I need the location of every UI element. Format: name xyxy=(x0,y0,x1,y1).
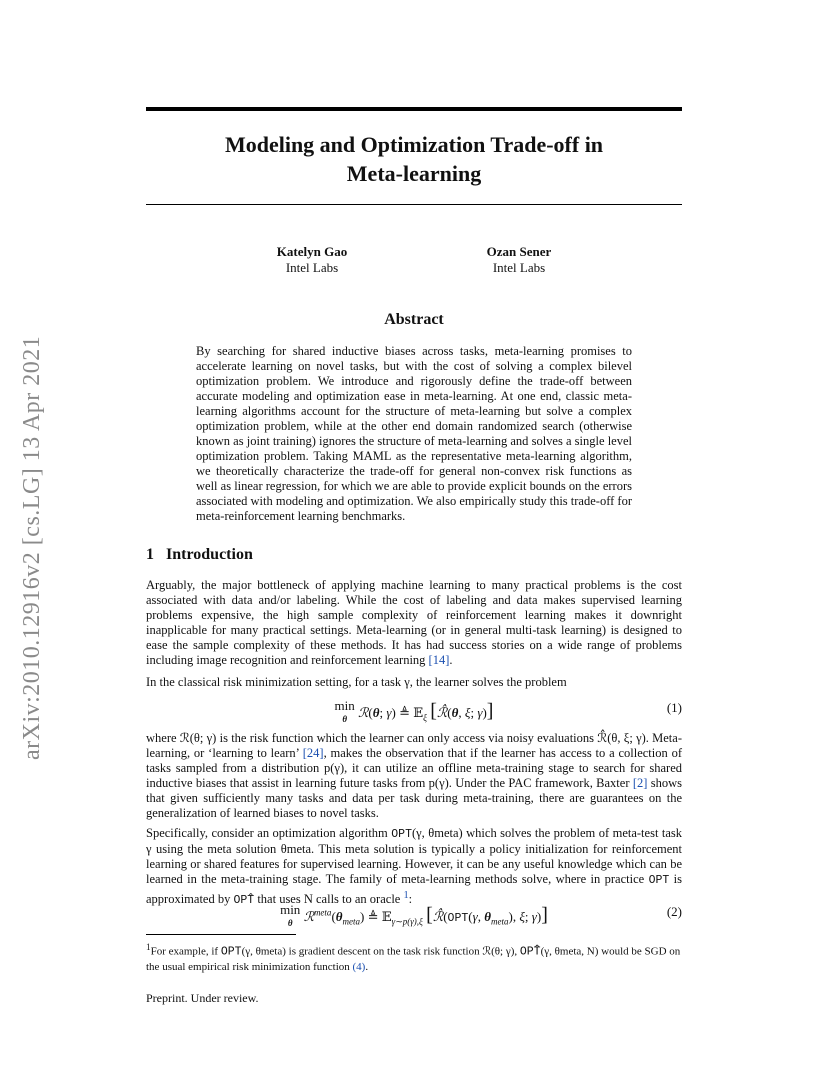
paper-title-line1: Modeling and Optimization Trade-off in xyxy=(224,132,604,157)
opt-symbol: OPT xyxy=(220,945,242,959)
author-name: Ozan Sener xyxy=(486,244,552,259)
footnote-text: . xyxy=(365,960,369,973)
equation-body: min θ ℛ(θ; γ) ≜ 𝔼$_\xi$ [ℛ̂(θ, ξ; γ)] xyxy=(334,698,494,724)
footnote-text: For example, if xyxy=(150,945,219,958)
paragraph-text: is approximated by xyxy=(146,872,683,907)
opt-hat-symbol: OPT̂ xyxy=(519,945,541,959)
author-affiliation: Intel Labs xyxy=(492,260,546,275)
equation-2 xyxy=(146,902,682,928)
paragraph-text: where ℛ(θ; γ) is the risk function which the learner can only access via noisy evaluations ℛ̂(θ, ξ; γ). Meta-learning, or ‘learning to learn’ xyxy=(146,731,682,760)
author-name: Katelyn Gao xyxy=(276,244,348,259)
paragraph-text: that uses N calls to an oracle xyxy=(257,892,401,907)
opt-symbol: OPT xyxy=(648,874,670,887)
intro-paragraph-3 xyxy=(146,731,682,821)
author-block-1 xyxy=(212,244,412,276)
section-heading xyxy=(146,546,253,564)
section-number: 1 xyxy=(146,546,154,563)
paper-title xyxy=(146,130,682,188)
paragraph-text: Arguably, the major bottleneck of applying machine learning to many practical problems is the cost associated with data and/or labeling. While the cost of labeling and data makes supervised learning problems expensive, the high sample complexity of reinforcement learning makes it downright inapplicable for many practical settings. Meta-learning (or in general multi-task learning) is designed to ease the sample complexity of these methods. It has had success stories on a wide range of problems including image recognition and reinforcement learning xyxy=(146,578,682,667)
equation-ref-link[interactable]: (4) xyxy=(352,960,366,973)
arxiv-identifier: arXiv:2010.12916v2 [cs.LG] 13 Apr 2021 xyxy=(19,335,45,760)
citation-link[interactable]: [24] xyxy=(302,746,324,760)
paragraph-text: , makes the observation that if the learner has access to a collection of tasks sampled from a distribution p(γ), it can utilize an offline meta-training stage to search for shared inductive biases that assist in learning future tasks from p(γ). Under the PAC framework, Baxter xyxy=(146,746,683,790)
opt-hat-symbol: OPT̂ xyxy=(233,894,255,908)
footnote-text: (γ, θmeta, N) would be SGD on the usual empirical risk minimization function xyxy=(146,945,681,973)
title-top-rule xyxy=(146,107,682,111)
paragraph-text: In the classical risk minimization setting, for a task γ, the learner solves the problem xyxy=(146,675,567,689)
citation-link[interactable]: [2] xyxy=(632,776,648,790)
author-affiliation: Intel Labs xyxy=(285,260,339,275)
intro-paragraph-1: Arguably, the major bottleneck of applying machine learning to many practical problems is the cost associated with data and/or labeling. While the cost of labeling and data makes supervised learning problems expensive, the high sample complexity of reinforcement learning makes it downright inapplicable for many practical settings. Meta-learning (or in general multi-task learning) is designed to ease the sample complexity of these methods. It has had success stories on a wide range of problems including image recognition and reinforcement learning [14]. xyxy=(146,578,682,667)
footnote-mark: 1 xyxy=(146,942,151,952)
paper-title-line2: Meta-learning xyxy=(346,161,482,186)
abstract-text: By searching for shared inductive biases across tasks, meta-learning promises to accelerate learning on novel tasks, but with the cost of solving a complex bilevel optimization problem. We introduce and rigorously define the trade-off between accurate modeling and optimization ease in meta-learning. At one end, classic meta-learning algorithms account for the structure of meta-learning but solve a complex optimization problem, while at the other end domain randomized search (otherwise known as joint training) ignores the structure of meta-learning and solves a single level optimization problem. Taking MAML as the representative meta-learning algorithm, we theoretically characterize the trade-off for general non-convex risk functions as well as linear regression, for which we are able to provide explicit bounds on the errors associated with modeling and optimization. We also empirically study this trade-off for meta-reinforcement learning benchmarks. xyxy=(196,344,632,523)
equation-number: (1) xyxy=(666,700,682,715)
opt-symbol: OPT xyxy=(391,828,412,841)
footnote xyxy=(146,940,682,974)
intro-paragraph-2 xyxy=(146,675,682,690)
intro-paragraph-4: Specifically, consider an optimization algorithm OPT(γ, θmeta) which solves the problem of meta-test task γ using the meta solution θmeta. This meta solution is typically a policy initialization for reinforcement learning or shared features for supervised learning. However, it can be any useful knowledge which can be learned in the meta-training stage. The family of meta-learning methods solve, where in practice OPT is approximated by OPT̂ that uses N calls to an oracle $^1$: xyxy=(146,826,683,908)
section-title: Introduction xyxy=(166,546,253,563)
paragraph-text: Specifically, consider an optimization algorithm xyxy=(146,826,388,840)
equation-body: min θ $ℛ^{meta}(\theta_{meta})$ ≜ 𝔼$_{\gamma\sim p(\gamma),\xi}$ [ℛ̂(OPT(γ, $\theta_{meta}$), ξ; γ)] xyxy=(280,902,548,928)
paragraph-text: shows that given sufficiently many tasks and data per task during meta-training, there are guarantees on the generalization of learned biases to novel tasks. xyxy=(146,776,682,820)
author-block-2 xyxy=(419,244,619,276)
preprint-notice: Preprint. Under review. xyxy=(146,991,259,1005)
footnote-link[interactable]: 1 xyxy=(403,890,409,901)
paragraph-text: (γ, θmeta) which solves the problem of meta-test task γ using the meta solution θmeta. This meta solution is typically a policy initialization for reinforcement learning or shared features for supervised learning. However, it can be any useful knowledge which can be learned in the meta-training stage. The family of meta-learning methods solve, where in practice xyxy=(146,826,683,886)
abstract-heading: Abstract xyxy=(384,311,444,328)
citation-link[interactable]: [14] xyxy=(428,653,450,667)
equation-1 xyxy=(146,698,682,724)
footnote-text: (γ, θmeta) is gradient descent on the task risk function ℛ(θ; γ), xyxy=(241,945,518,958)
footnote-rule xyxy=(146,934,296,935)
equation-number: (2) xyxy=(666,904,682,919)
title-bottom-rule xyxy=(146,204,682,205)
